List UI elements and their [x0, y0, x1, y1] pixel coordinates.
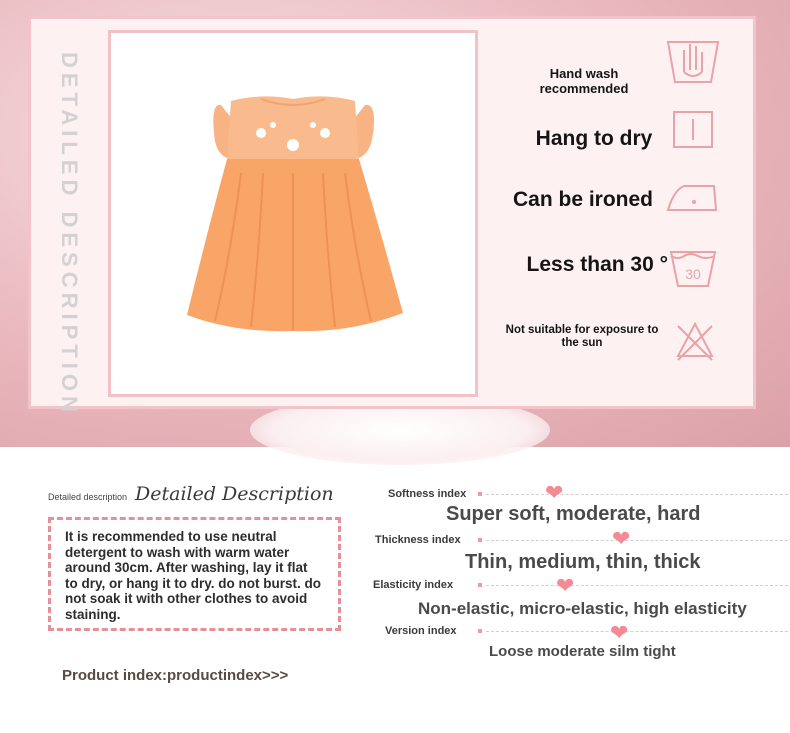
product-index-link[interactable]: Product index:productindex>>> — [62, 667, 289, 684]
product-photo — [108, 30, 478, 397]
vertical-title: DETAILED DESCRIPTION — [57, 52, 82, 417]
elasticity-heart-icon: ❤ — [556, 573, 575, 598]
description-box — [48, 517, 341, 631]
thickness-scale — [486, 540, 788, 541]
description-text: It is recommended to use neutral detergent to wash with warm water around 30cm. After washing, lay it flat to dry, or hang it to dry. do not burst. do not soak it with other clothes to avoid staining. — [65, 529, 321, 622]
version-marker — [478, 629, 482, 633]
dress-image — [111, 33, 475, 394]
care-label-temperature: Less than 30 ° — [526, 253, 668, 276]
softness-marker — [478, 492, 482, 496]
softness-heart-icon: ❤ — [545, 480, 564, 505]
version-scale — [486, 631, 788, 632]
elasticity-value: Non-elastic, micro-elastic, high elasticity — [418, 599, 747, 618]
wash-30-icon — [668, 246, 718, 293]
care-label-no-sun — [490, 324, 674, 350]
version-label: Version index — [385, 625, 457, 637]
thickness-label: Thickness index — [375, 534, 461, 546]
version-heart-icon: ❤ — [610, 620, 629, 645]
care-label-iron: Can be ironed — [512, 188, 654, 211]
no-sun-icon — [674, 320, 716, 367]
thickness-value: Thin, medium, thin, thick — [465, 551, 701, 573]
elasticity-marker — [478, 583, 482, 587]
wash-30-text: 30 — [685, 266, 701, 282]
iron-icon — [664, 176, 720, 221]
elasticity-scale — [486, 585, 788, 586]
softness-label: Softness index — [388, 488, 467, 500]
version-value: Loose moderate silm tight — [489, 643, 676, 660]
care-text-no-sun: Not suitable for exposure to the sun — [505, 324, 659, 349]
softness-value: Super soft, moderate, hard — [446, 503, 701, 525]
elasticity-label: Elasticity index — [373, 579, 454, 591]
description-small-label: Detailed description — [48, 492, 128, 502]
thickness-marker — [478, 538, 482, 542]
care-label-hang-dry: Hang to dry — [535, 127, 653, 150]
hang-dry-icon — [672, 110, 714, 155]
softness-scale — [486, 494, 788, 495]
thickness-heart-icon: ❤ — [612, 526, 631, 551]
description-script-title: Detailed Description — [135, 483, 334, 505]
care-label-hand-wash — [510, 66, 658, 96]
hand-wash-icon — [664, 32, 722, 91]
care-text-hand-wash: Hand wash recommended — [539, 66, 629, 96]
